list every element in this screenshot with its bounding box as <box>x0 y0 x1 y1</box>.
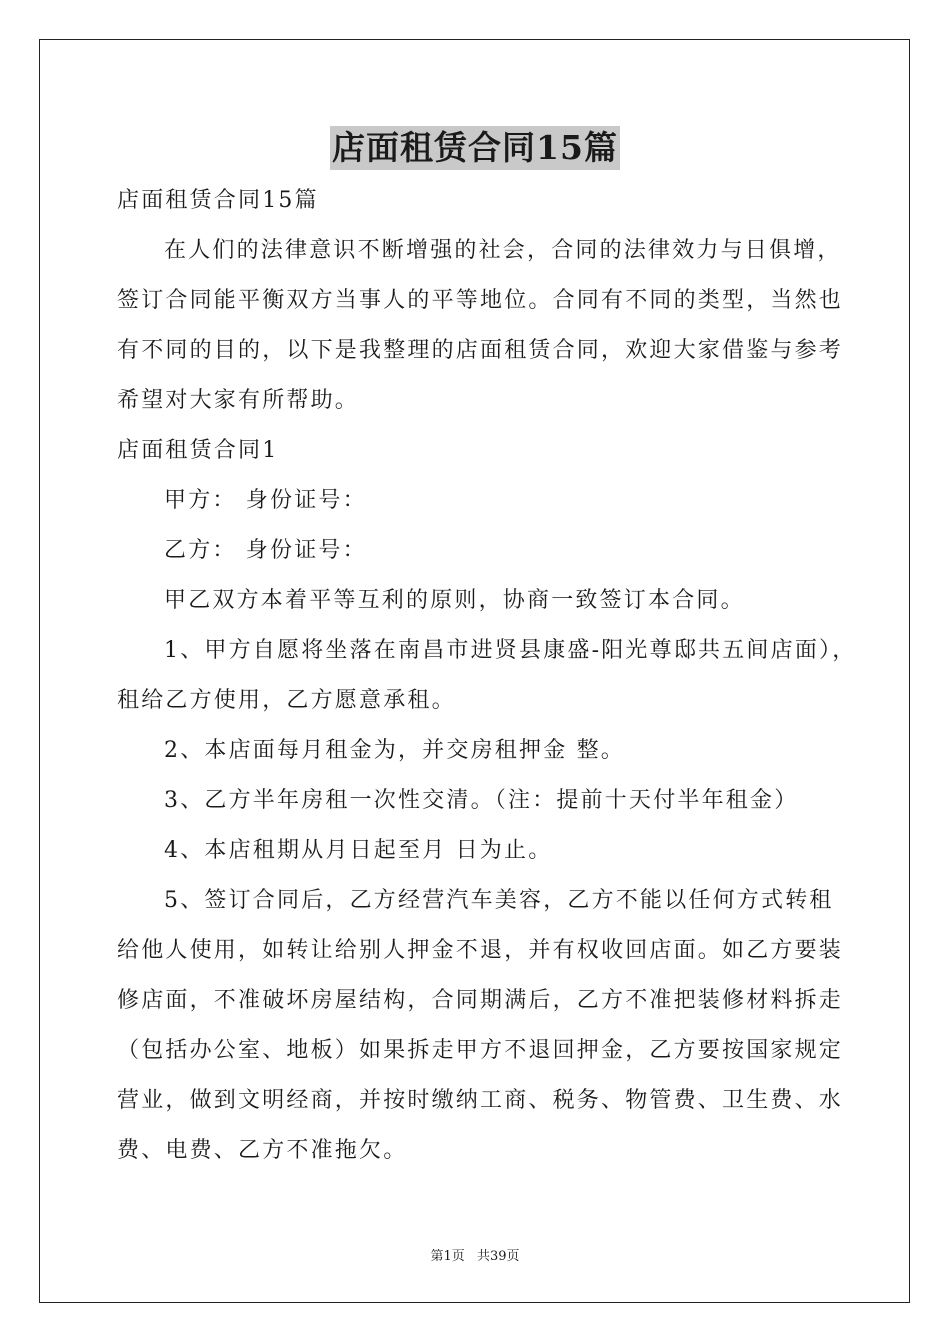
title-container <box>0 126 950 170</box>
clause-5-line: 5、签订合同后，乙方经营汽车美容，乙方不能以任何方式转租 <box>164 888 834 913</box>
page-footer <box>0 1248 950 1266</box>
intro-line: 在人们的法律意识不断增强的社会，合同的法律效力与日俱增， <box>164 238 842 263</box>
preamble: 甲乙双方本着平等互利的原则，协商一致签订本合同。 <box>164 588 745 613</box>
party-b-line: 乙方： 身份证号： <box>164 538 367 563</box>
document-title: 店面租赁合同15篇 <box>330 126 620 170</box>
document-body <box>117 176 857 1176</box>
clause-4: 4、本店租期从月日起至月 日为止。 <box>164 838 553 863</box>
clause-1-line: 1、甲方自愿将坐落在南昌市进贤县康盛-阳光尊邸共五间店面）， <box>164 638 857 663</box>
clause-5-line: 营业，做到文明经商，并按时缴纳工商、税务、物管费、卫生费、水 <box>117 1088 844 1113</box>
party-a-line: 甲方： 身份证号： <box>164 488 367 513</box>
clause-5-line: 给他人使用，如转让给别人押金不退，并有权收回店面。如乙方要装 <box>117 938 844 963</box>
section-heading: 店面租赁合同1 <box>117 438 279 463</box>
page-number: 第1页 <box>430 1249 465 1264</box>
clause-5-line: 费、电费、乙方不准拖欠。 <box>117 1138 408 1163</box>
clause-5-line: （包括办公室、地板）如果拆走甲方不退回押金，乙方要按国家规定 <box>117 1038 844 1063</box>
clause-1-line: 租给乙方使用，乙方愿意承租。 <box>117 688 456 713</box>
intro-line: 有不同的目的，以下是我整理的店面租赁合同，欢迎大家借鉴与参考 <box>117 338 844 363</box>
intro-line: 希望对大家有所帮助。 <box>117 388 360 413</box>
intro-line: 签订合同能平衡双方当事人的平等地位。合同有不同的类型，当然也 <box>117 288 844 313</box>
clause-5-line: 修店面，不准破坏房屋结构，合同期满后，乙方不准把装修材料拆走 <box>117 988 844 1013</box>
page-total: 共39页 <box>476 1249 520 1264</box>
clause-2: 2、本店面每月租金为，并交房租押金 整。 <box>164 738 625 763</box>
subtitle: 店面租赁合同15篇 <box>117 188 319 213</box>
clause-3: 3、乙方半年房租一次性交清。（注：提前十天付半年租金） <box>164 788 799 813</box>
